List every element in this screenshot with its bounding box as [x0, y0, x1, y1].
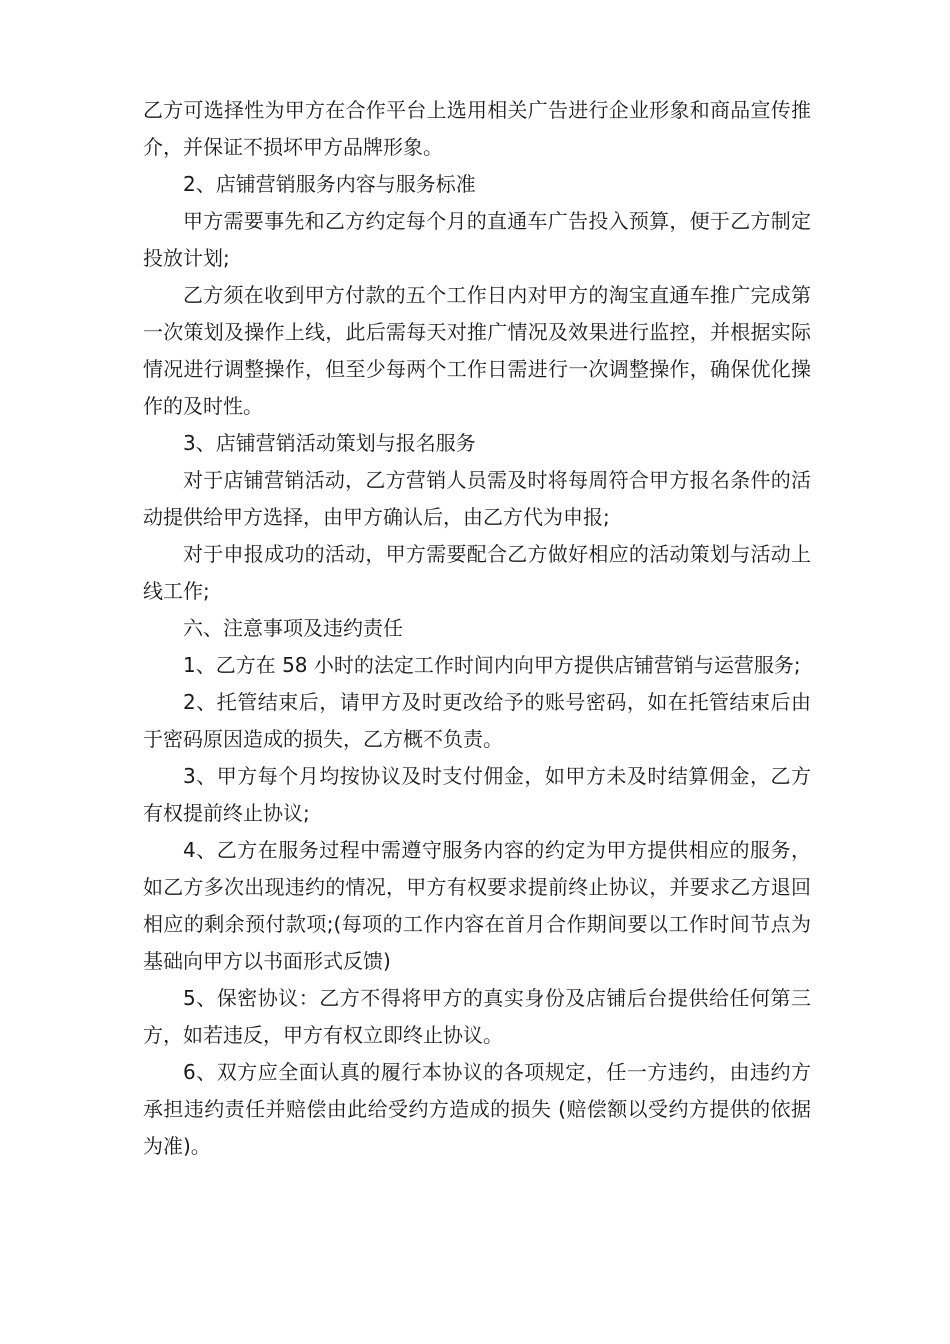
paragraph-7: 对于申报成功的活动，甲方需要配合乙方做好相应的活动策划与活动上线工作; [143, 542, 811, 603]
clause-2: 2、托管结束后，请甲方及时更改给予的账号密码，如在托管结束后由于密码原因造成的损失，乙方概不负责。 [143, 690, 811, 751]
paragraph-4: 乙方须在收到甲方付款的五个工作日内对甲方的淘宝直通车推广完成第一次策划及操作上线，此后需每天对推广情况及效果进行监控，并根据实际情况进行调整操作，但至少每两个工作日需进行一次调整操作，确保优化操作的及时性。 [143, 283, 811, 418]
section-heading-6: 六、注意事项及违约责任 [183, 616, 403, 640]
clause-6: 6、双方应全面认真的履行本协议的各项规定，任一方违约，由违约方承担违约责任并赔偿由此给受约方造成的损失 (赔偿额以受约方提供的依据为准)。 [143, 1060, 811, 1158]
section-heading-2: 2、店铺营销服务内容与服务标准 [183, 172, 476, 196]
clause-5: 5、保密协议：乙方不得将甲方的真实身份及店铺后台提供给任何第三方，如若违反，甲方有权立即终止协议。 [143, 986, 811, 1047]
clause-4: 4、乙方在服务过程中需遵守服务内容的约定为甲方提供相应的服务，如乙方多次出现违约的情况，甲方有权要求提前终止协议，并要求乙方退回相应的剩余预付款项;(每项的工作内容在首月合作期间要以工作时间节点为基础向甲方以书面形式反馈) [143, 838, 811, 973]
clause-1: 1、乙方在 58 小时的法定工作时间内向甲方提供店铺营销与运营服务; [183, 653, 801, 677]
document-body [143, 92, 811, 1165]
clause-3: 3、甲方每个月均按协议及时支付佣金，如甲方未及时结算佣金，乙方有权提前终止协议; [143, 764, 811, 825]
paragraph-1: 乙方可选择性为甲方在合作平台上选用相关广告进行企业形象和商品宣传推介，并保证不损坏甲方品牌形象。 [143, 98, 811, 159]
section-heading-3: 3、店铺营销活动策划与报名服务 [183, 431, 476, 455]
paragraph-3: 甲方需要事先和乙方约定每个月的直通车广告投入预算，便于乙方制定投放计划; [143, 209, 811, 270]
paragraph-6: 对于店铺营销活动，乙方营销人员需及时将每周符合甲方报名条件的活动提供给甲方选择，由甲方确认后，由乙方代为申报; [143, 468, 811, 529]
